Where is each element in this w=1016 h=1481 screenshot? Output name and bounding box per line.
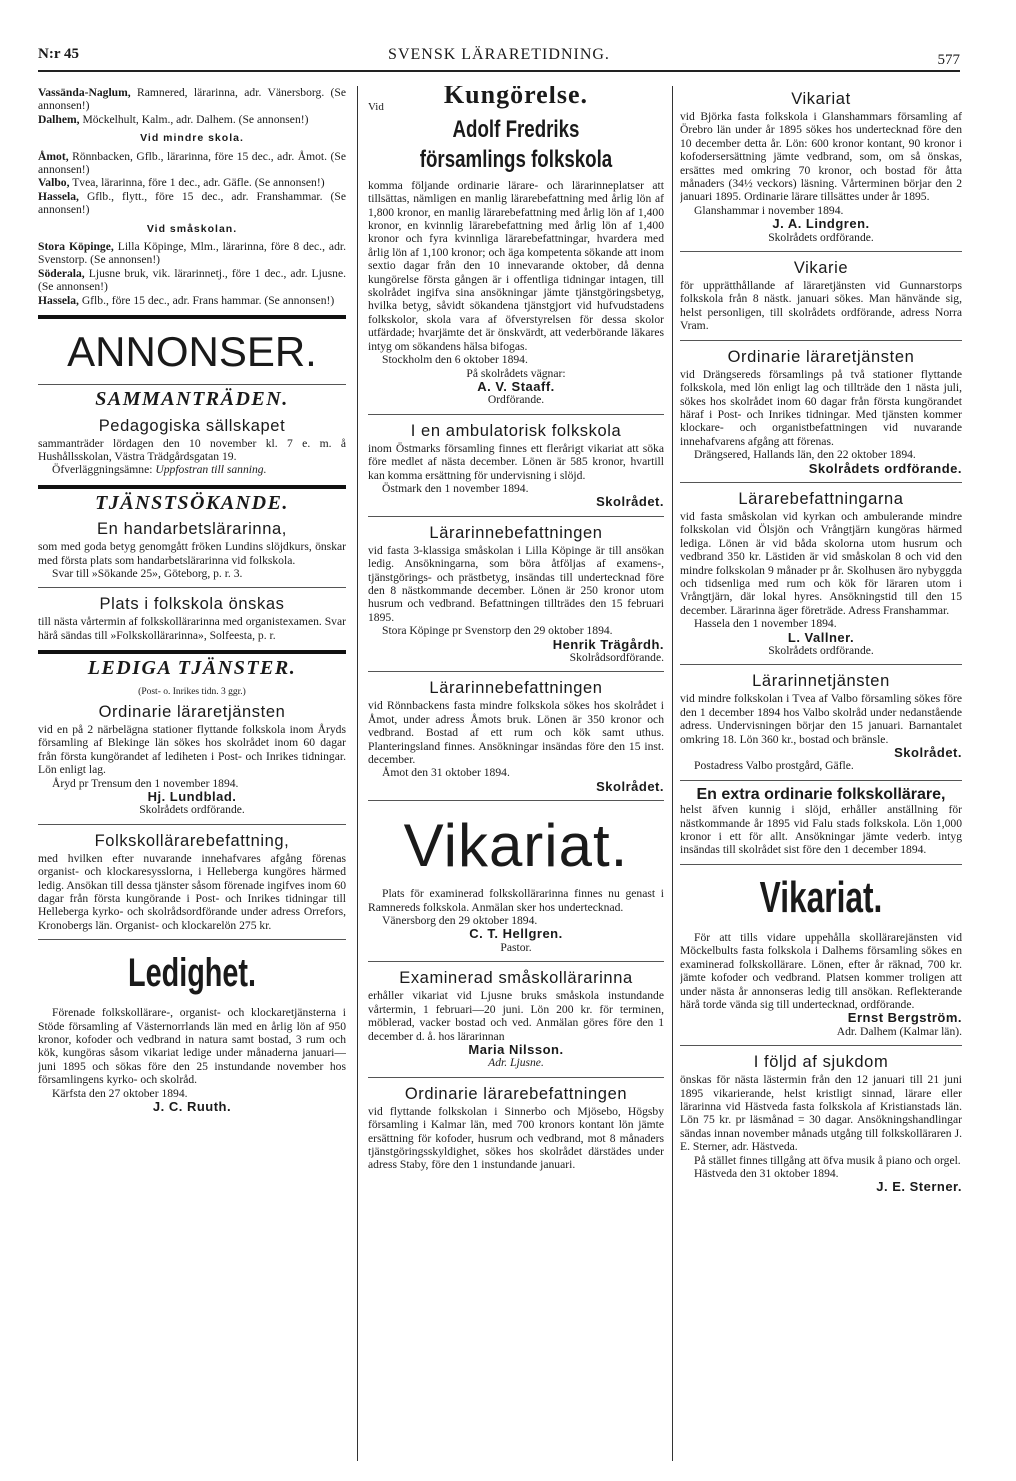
signature: Ernst Bergström. (847, 1010, 962, 1026)
note: (Post- o. Inrikes tidn. 3 ggr.) (138, 686, 246, 697)
list-item: Stora Köpinge, Lilla Köpinge, Mlm., lärarinna, före 8 dec., adr. Svenstorp. (Se annonsen!) (38, 240, 346, 267)
divider (38, 485, 346, 489)
signature-title: Adr. Ljusne. (488, 1056, 544, 1070)
list-item: Hassela, Gflb., före 15 dec., adr. Frans hammar. (Se annonsen!) (38, 293, 335, 307)
ad-heading: Vikariat (791, 90, 851, 108)
divider (38, 315, 346, 319)
signature: J. A. Lindgren. (772, 216, 870, 232)
signature-title: Ordförande. (487, 393, 545, 407)
ad-heading: Vikarie (793, 259, 849, 278)
ad-text: För att tills vidare uppehålla skollärarejänsten vid Möckelbults fasta folkskola i Dalhems församling sökes en examinerad folkskollärare. Lönen, efter år räknad, 700 kr. jämte kofoder och vedbrand. Platsen kommer troligen att under nästa år annonseras ledig till ansökan. Reflekterande härå torde vända sig till undertecknad, ordförande. (680, 930, 962, 1011)
issue-number: N:r 45 (38, 46, 79, 62)
section-tjanstsokande: TJÄNSTSÖKANDE. (95, 491, 289, 514)
ledighet-heading: Ledighet. (127, 951, 257, 996)
ad-text: komma följande ordinarie lärare- och lärarinneplatser att tillsättas, nämligen en manlig lärarebefattning med årlig lön af 1,800 kronor, en manlig lärarebefattning med årlig lön af 1,400 kronor, en kvinnlig lärarebefattning med årlig lön af 1,400 kronor och fyra kvinnliga lärarebefattningar, hvardera med årlig lön af 1,100 kronor; och äga kompetenta sökande att inom sextio dagar från den 10 innevarande oktober, då denna kungörelse första gången är i offentliga tidningar intagen, till skolrådet ingifva sina ansökningar jämte tjänstgöringsbetyg, hvilka betyg, såvidt sökandena tjänstgjort vid hufvudstadens folkskolor, skola vara af öfverstyrelsen för dessa skolor utfärdade; hvarjämte det är önskvärdt, att vederbörande läkares intyg om sökandens hälsa bifogas. (368, 178, 664, 353)
subheading: Vid mindre skola. (140, 132, 244, 145)
ad-text: vid fasta småskolan vid kyrkan och ambulerande mindre folkskolan vid Ölsjön och Vrångtjärn kungöras härmed lediga. Lönen är vid båda skolorna utom husrum och vedbrand 350 kr. Lästiden är vid småskolan 8 och vid den mindre folkskolan 9 månader pr år. Skolhusen äro nybyggda och tidsenliga med rum och kök för läraren utom i Vrångtjärn, där lokal hyres. Ansökningstid till den 15 december. Lärarinna äger företräde. Adress Franshammar. (680, 509, 962, 617)
ad-text: vid Drängsereds församlings på två stationer flyttande folkskola, med lön enligt lag och tillträde den 1 nästa juli, sökes hos skolrådet inom 60 dagar från första kungörandet häraf i Post- och Inrikes tidningar. Med tjänsten kommer klockare- och organistbefattningen vid nuvarande innehafvarens afgång att förenas. (680, 367, 962, 448)
list-item: Hassela, Gflb., flytt., före 15 dec., adr. Franshammar. (Se annonsen!) (38, 189, 346, 217)
ad-text: som med goda betyg genomgått fröken Lundins slöjdkurs, önskar med första plats som handarbetslärarinna vid folkskola. (38, 540, 346, 567)
ad-heading: I följd af sjukdom (753, 1053, 889, 1072)
divider (38, 587, 346, 588)
ad-text: På skolrådets vägnar: (466, 366, 566, 380)
signature: A. V. Staaff. (477, 378, 555, 394)
ad-text: vid mindre folkskolan i Tvea af Valbo församling sökes före den 1 december 1894 hos Valbo skolråd under nedanstående adress. Undervisningen börjar den 15 januari. Barnantalet omkring 18. Lön 360 kr., bostad och bränsle. (680, 692, 962, 746)
ad-place: Stockholm den 6 oktober 1894. (382, 353, 528, 367)
ad-text: sammanträder lördagen den 10 november kl. 7 e. m. å Hushållsskolan, Västra Trädgårdsgatan 19. (38, 436, 346, 463)
ad-heading: En handarbetslärarinna, (97, 520, 287, 539)
ad-heading: Adolf Fredriks församlings folkskola (419, 115, 613, 173)
section-sammantraden: SAMMANTRÄDEN. (95, 388, 289, 411)
ad-text: vid flyttande folkskolan i Sinnerbo och Mjösebo, Högsby församling i Kalmar län, med 700 kronors kontant lön jämte ersättning för kofoder, husrum och vedbrand, mot 8 månaders tjänstgöringsskyldighet, sökes hos skolrådet därstädes under adress Staby, före den 1 instundande januari. (368, 1104, 664, 1172)
ad-text: vid fasta 3-klassiga småskolan i Lilla Köpinge är till ansökan ledig. Ansökningarna, som böra åtföljas af examens-, tjänstgörings- och prästbetyg, insändas till undertecknad före den 8 nästkommande december. Lönen är 250 kronor utom husrum och vedbrand. Befattningen tillträdes den 15 februari 1895. (368, 543, 664, 624)
ad-heading: Lärarebefattningarna (738, 489, 904, 508)
ad-text: till nästa vårtermin af folkskollärarinna med organistexamen. Svar härå sändas till »Folkskollärarinna», Solfeesta, p. r. (38, 615, 346, 642)
ad-heading: En extra ordinarie folkskollärare, (696, 785, 946, 803)
divider (680, 780, 962, 781)
ad-heading: Pedagogiska sällskapet (98, 416, 286, 435)
vikariat-heading: Vikariat. (403, 812, 629, 880)
ad-place: Åmot den 31 oktober 1894. (382, 766, 510, 780)
ad-text: Öfverläggningsämne: Uppfostran till sanning. (52, 463, 267, 477)
divider (680, 340, 962, 341)
divider (38, 650, 346, 654)
divider (38, 384, 346, 385)
signature: Hj. Lundblad. (147, 789, 237, 804)
signature: Skolrådet. (596, 494, 664, 510)
column-divider (672, 86, 673, 1461)
subheading: Vid småskolan. (146, 222, 238, 235)
vikariat-heading: Vikariat. (759, 872, 883, 922)
divider (38, 824, 346, 825)
divider (368, 671, 664, 672)
divider (680, 251, 962, 252)
ad-heading: Folkskollärarebefattning, (94, 831, 290, 850)
ad-heading: Ordinarie läraretjänsten (98, 702, 286, 721)
ad-heading: Lärarinnebefattningen (429, 523, 603, 542)
signature: C. T. Hellgren. (469, 926, 563, 942)
signature-title: Skolrådets ordförande. (139, 803, 245, 817)
signature-title: Pastor. (500, 940, 532, 954)
signature-title: Skolrådets ordförande. (768, 230, 874, 244)
signature: Skolrådets ordförande. (808, 460, 962, 476)
ad-place: Postadress Valbo prostgård, Gäfle. (694, 759, 854, 773)
ad-text: med hvilken efter nuvarande innehafvares afgång förenas organist- och klockaresysslorna, i Helleberga kungöres härmed ledig. Ansökan till dessa tjänster såsom förenade ingifves inom 60 dagar från första kungörande i Post- och Inrikes tidningar till Helleberga kyrko- och skolrådsordförande under adress Orrefors, Kronobergs län. Organist- och klockarelön 275 kr. (38, 851, 346, 932)
column-2 (368, 86, 664, 1461)
divider (680, 864, 962, 865)
list-item: Valbo, Tvea, lärarinna, före 1 dec., adr. Gäfle. (Se annonsen!) (38, 176, 325, 190)
ad-text: vid Björka fasta folkskola i Glanshammars församling af Örebro län under år 1895 sökes hos undertecknad före den 10 december detta år. Lön: 600 kronor kontant, 90 kronor i kofodersersättning jämte vedbrand, som, om så önskas, ersättes med omkring 70 kronor, och bostad för åtta månaders (34½ veckors) läsning. Vårterminen börjar den 2 januari 1895. Ordinarie lärare tillsättes under år 1895. (680, 110, 962, 204)
divider (38, 939, 346, 940)
ad-place: Glanshammar i november 1894. (694, 203, 844, 217)
ad-place: Hassela den 1 november 1894. (694, 617, 837, 631)
ad-heading: Examinerad småskollärarinna (399, 969, 633, 988)
ad-place: Vänersborg den 29 oktober 1894. (382, 914, 538, 928)
ad-text: önskas för nästa lästermin från den 12 januari till 21 juni 1895 vikarierande, helst kristligt sinnad, lärare eller lärarinna vid Hästveda fasta folkskola af Kristianstads län. Lön 75 kr. pr läsmånad = 30 dagar. Ansökningshandlingar sändas innan november månads utgång till folkskolläraren J. E. Sterner, adr. Hästveda. (680, 1073, 962, 1154)
ad-text: På stället finnes tillgång att öfva musik å piano och orgel. (694, 1153, 961, 1167)
divider (368, 516, 664, 517)
ad-place: Kärfsta den 27 oktober 1894. (52, 1086, 188, 1100)
signature: Maria Nilsson. (468, 1041, 564, 1057)
signature-title: Adr. Dalhem (Kalmar län). (836, 1024, 962, 1038)
signature: L. Vallner. (787, 629, 855, 645)
signature-title: Skolrådets ordförande. (768, 644, 874, 657)
ad-heading: Plats i folkskola önskas (99, 595, 285, 614)
signature: J. E. Sterner. (876, 1179, 962, 1195)
ad-place: Åryd pr Trensum den 1 november 1894. (52, 776, 239, 790)
divider (368, 800, 664, 801)
newspaper-title: SVENSK LÄRARETIDNING. (388, 46, 610, 63)
page-number: 577 (937, 52, 960, 68)
divider (368, 961, 664, 962)
section-annonser: ANNONSER. (67, 328, 317, 376)
ad-text: vid Rönnbackens fasta mindre folkskola sökes hos skolrådet i Åmot, under adress Åmots bruk. Lönen är 350 kronor och vedbrand. Bostad af ett rum och kök samt uthus. Planteringsland finnes. Ansökningar insändas före den 15 inst. december. (368, 699, 664, 767)
signature: Henrik Trägårdh. (552, 636, 664, 652)
column-1 (38, 86, 346, 1461)
list-item: Vassända-Naglum, Ramnered, lärarinna, adr. Vänersborg. (Se annonsen!) (38, 86, 346, 113)
ad-text: Svar till »Sökande 25», Göteborg, p. r. 3. (52, 566, 243, 580)
page-header (38, 44, 960, 72)
column-3 (680, 86, 962, 1461)
ad-text: vid en på 2 närbelägna stationer flyttande folkskola inom Åryds församling af Blekinge län sökes hos skolrådet inom 60 dagar från första kungörandet af lediheten i Post- och Inrikes tidningar. Lön enligt lag. (38, 722, 346, 777)
signature: Skolrådet. (596, 778, 664, 794)
list-item: Dalhem, Möckelhult, Kalm., adr. Dalhem. (Se annonsen!) (38, 112, 309, 126)
list-item: Söderala, Ljusne bruk, vik. lärarinnetj., före 1 dec., adr. Ljusne. (Se annonsen!) (38, 266, 346, 294)
ad-place: Drängsered, Hallands län, den 22 oktober 1894. (694, 448, 916, 462)
divider (680, 482, 962, 483)
signature: J. C. Ruuth. (152, 1099, 232, 1115)
ad-place: Hästveda den 31 oktober 1894. (694, 1166, 839, 1180)
column-divider (357, 86, 358, 1461)
ad-text: inom Östmarks församling finnes ett flerårigt vikariat att söka före medlet af nästa december. Lönen är 585 kronor, hvartill kan komma ersättning för undervisning i slöjd. (368, 441, 664, 482)
ad-heading: Lärarinnebefattningen (429, 679, 603, 698)
ad-text: erhåller vikariat vid Ljusne bruks småskola instundande vårtermin, 1 februari—20 juni. Lön 200 kr. för terminen, möblerad, vacker bostad och ved. Anmälan göres före den 1 december d. å. hos lärarinnan (368, 989, 664, 1043)
signature: Skolrådet. (894, 745, 962, 761)
signature-title: Skolrådsordförande. (569, 651, 664, 664)
ad-text: Plats för examinerad folkskollärarinna finnes nu genast i Ramnereds folkskola. Anmälan sker hos undertecknad. (368, 887, 664, 914)
ad-text: Vid (368, 101, 384, 114)
ad-text: helst äfven kunnig i slöjd, erhåller anställning för nästkommande år 1895 vid Falu stads folkskola. Lön 1,000 kronor i ett för allt. Ansökningar jämte vederb. intyg insändas till skolrådet sist före den 1 december 1894. (680, 803, 962, 857)
list-item: Åmot, Rönnbacken, Gflb., lärarinna, före 15 dec., adr. Åmot. (Se annonsen!) (38, 149, 346, 177)
kungorelse-heading: Kungörelse. (443, 86, 589, 109)
ad-heading: I en ambulatorisk folkskola (410, 421, 622, 440)
divider (368, 1077, 664, 1078)
divider (680, 664, 962, 665)
divider (368, 414, 664, 415)
divider (680, 1045, 962, 1046)
ad-heading: Ordinarie läraretjänsten (727, 347, 915, 366)
ad-text: för upprätthållande af läraretjänsten vid Gunnarstorps folkskola från 8 nästk. januari sökes. Man hänvände sig, helst personligen, till skolrådets ordförande, adress Norra Vram. (680, 279, 962, 333)
ad-place: Östmark den 1 november 1894. (382, 481, 529, 495)
ad-heading: Lärarinnetjänsten (752, 672, 890, 691)
ad-text: Förenade folkskollärare-, organist- och klockaretjänsterna i Stöde församling af Västernorrlands län med en årlig lön af 950 kronor, kofoder och vedbrand in natura samt bostad, 3 rum och kök, kungöras såsom vikariat ledige under månaderna januari—juni 1895 och sökas före den 25 instundande november hos församlingens kyrko- och skolråd. (38, 1006, 346, 1087)
ad-place: Stora Köpinge pr Svenstorp den 29 oktober 1894. (382, 624, 613, 638)
ad-heading: Ordinarie lärarebefattningen (404, 1084, 628, 1103)
section-lediga-tjanster: LEDIGA TJÄNSTER. (87, 657, 297, 680)
